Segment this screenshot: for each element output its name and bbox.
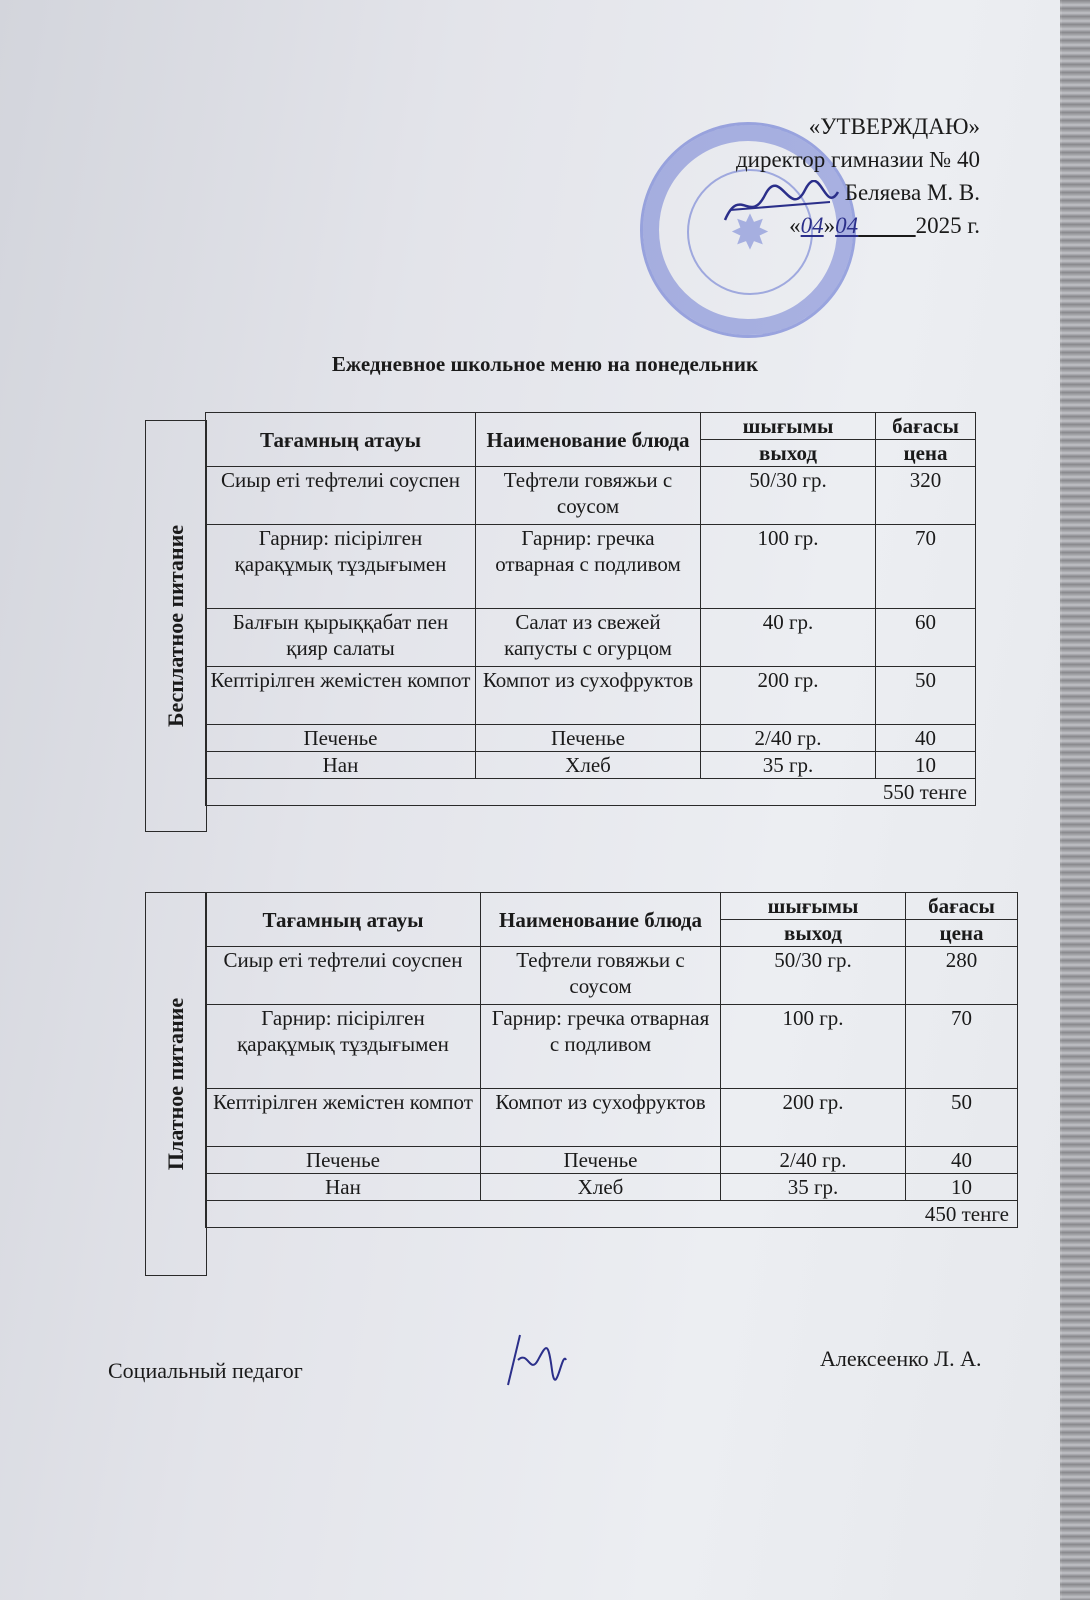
approval-name: Беляева М. В.	[844, 180, 980, 205]
header-ru-output: выход	[701, 440, 876, 467]
table-row: Сиыр еті тефтелиі соуспен Тефтели говяжьи с соусом 50/30 гр. 320	[206, 467, 976, 525]
footer-position: Социальный педагог	[108, 1358, 303, 1383]
header-kz-price: бағасы	[876, 413, 976, 440]
header-kz-output: шығымы	[701, 413, 876, 440]
table-row: Кептірілген жемістен компот Компот из сухофруктов 200 гр. 50	[206, 667, 976, 725]
free-menu-table	[205, 412, 976, 806]
header-ru-name: Наименование блюда	[481, 893, 721, 947]
table-header-row	[206, 893, 1018, 920]
table-header-row	[206, 413, 976, 440]
header-kz-name: Тағамның атауы	[206, 893, 481, 947]
paid-menu-table	[205, 892, 1018, 1228]
table-row: Гарнир: пісірілген қарақұмық тұздығымен Гарнир: гречка отварная с подливом 100 гр. 70	[206, 525, 976, 609]
header-ru-price: цена	[876, 440, 976, 467]
header-kz-name: Тағамның атауы	[206, 413, 476, 467]
free-label: Бесплатное питание	[163, 524, 188, 728]
header-kz-output: шығымы	[721, 893, 906, 920]
approval-heading: «УТВЕРЖДАЮ»	[808, 114, 980, 139]
table-row: Печенье Печенье 2/40 гр. 40	[206, 725, 976, 752]
pedagog-signature	[500, 1330, 570, 1390]
table-row: Нан Хлеб 35 гр. 10	[206, 752, 976, 779]
table-row: Балғын қырыққабат пен қияр салаты Салат из свежей капусты с огурцом 40 гр. 60	[206, 609, 976, 667]
total-row	[206, 779, 976, 806]
table-row: Гарнир: пісірілген қарақұмық тұздығымен Гарнир: гречка отварная с подливом 100 гр. 70	[206, 1005, 1018, 1089]
free-label-cell	[145, 420, 207, 832]
header-kz-price: бағасы	[906, 893, 1018, 920]
free-total: 550 тенге	[206, 779, 976, 806]
table-row: Сиыр еті тефтелиі соуспен Тефтели говяжьи с соусом 50/30 гр. 280	[206, 947, 1018, 1005]
header-ru-name: Наименование блюда	[476, 413, 701, 467]
total-row	[206, 1201, 1018, 1228]
approval-block	[690, 110, 980, 242]
paper-edge	[1060, 0, 1090, 1600]
paid-label-cell	[145, 892, 207, 1276]
header-ru-price: цена	[906, 920, 1018, 947]
table-row: Печенье Печенье 2/40 гр. 40	[206, 1147, 1018, 1174]
approval-date: «04»04 2025 г.	[789, 213, 980, 238]
approval-position: директор гимназии № 40	[735, 147, 980, 172]
header-ru-output: выход	[721, 920, 906, 947]
page-title: Ежедневное школьное меню на понедельник	[331, 352, 759, 376]
stamp-star-icon: ✸	[729, 207, 771, 260]
table-row: Кептірілген жемістен компот Компот из сухофруктов 200 гр. 50	[206, 1089, 1018, 1147]
paid-total: 450 тенге	[206, 1201, 1018, 1228]
footer-name: Алексеенко Л. А.	[820, 1346, 982, 1371]
paid-label: Платное питание	[163, 997, 188, 1171]
table-row: Нан Хлеб 35 гр. 10	[206, 1174, 1018, 1201]
